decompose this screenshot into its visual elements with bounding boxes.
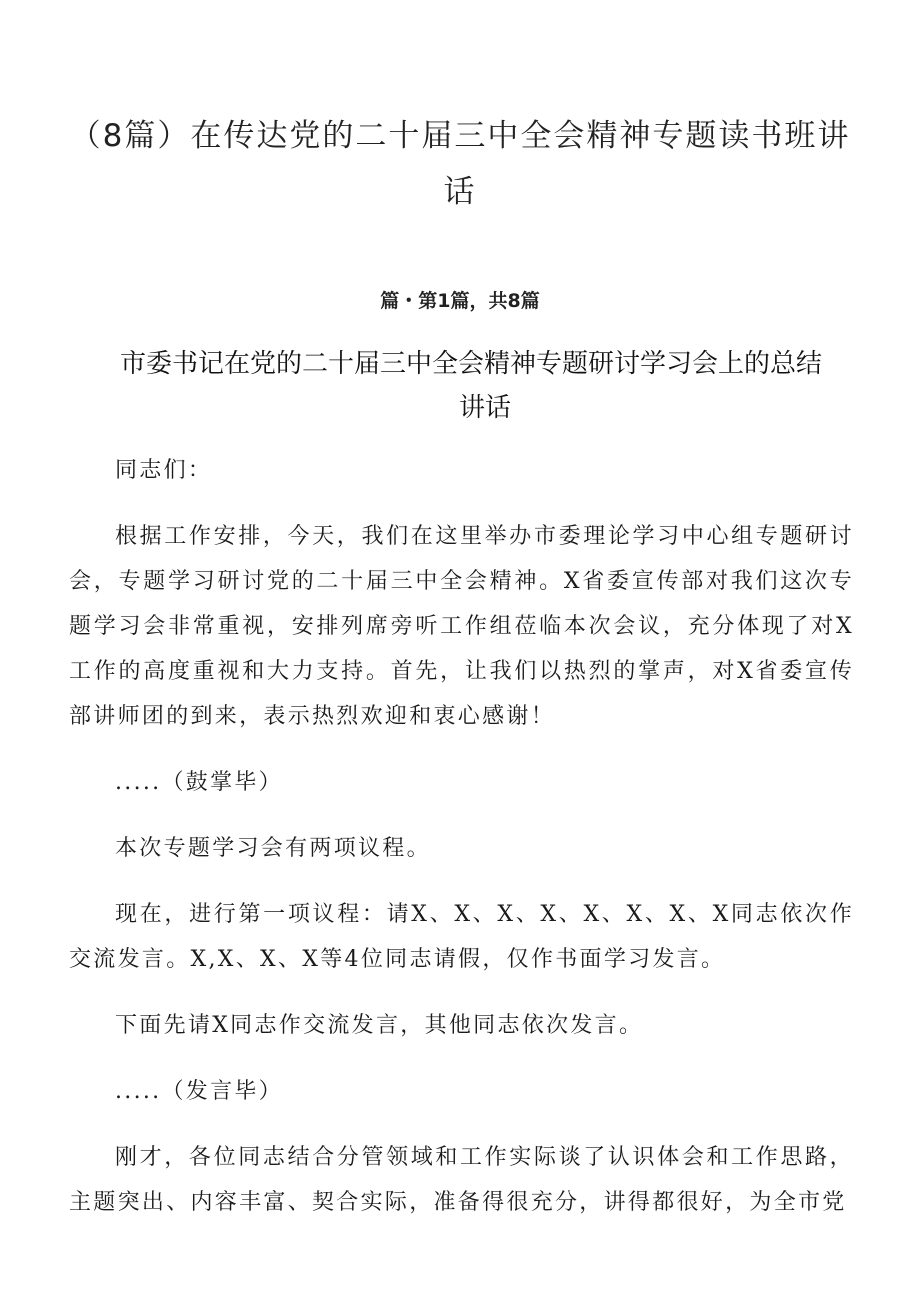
speech-title-line1: 市委书记在党的二十届三中全会精神专题研讨学习会上的总结 bbox=[120, 349, 823, 379]
body-paragraph: 下面先请X同志作交流发言，其他同志依次发言。 bbox=[115, 1013, 644, 1038]
body-paragraph: 刚才，各位同志结合分管领域和工作实际谈了认识体会和工作思路，主题突出、内容丰富、契合实际，准备得很充分，讲得都很好，为全市党 bbox=[69, 1145, 854, 1215]
body-paragraph: 现在，进行第一项议程：请X、X、X、X、X、X、X、X同志依次作交流发言。X,X、X、X等4位同志请假，仅作书面学习发言。 bbox=[69, 902, 854, 972]
speech-title bbox=[120, 342, 850, 430]
document-title: （8篇）在传达党的二十届三中全会精神专题读书班讲话 bbox=[69, 118, 851, 210]
salutation: 同志们： bbox=[115, 458, 213, 483]
body-paragraph: 本次专题学习会有两项议程。 bbox=[115, 836, 431, 861]
body-paragraph: 根据工作安排，今天，我们在这里举办市委理论学习中心组专题研讨会，专题学习研讨党的二十届三中全会精神。X省委宣传部对我们这次专题学习会非常重视，安排列席旁听工作组莅临本次会议，充分体现了对X工作的高度重视和大力支持。首先，让我们以热烈的掌声，对X省委宣传部讲师团的到来，表示热烈欢迎和衷心感谢！ bbox=[69, 524, 854, 729]
section-marker: 篇・第1篇，共8篇 bbox=[380, 290, 540, 312]
document-body bbox=[69, 448, 854, 1225]
speech-title-line2: 讲话 bbox=[458, 393, 511, 423]
body-paragraph: .....（发言毕） bbox=[115, 1079, 283, 1104]
body-paragraph: .....（鼓掌毕） bbox=[115, 770, 283, 795]
